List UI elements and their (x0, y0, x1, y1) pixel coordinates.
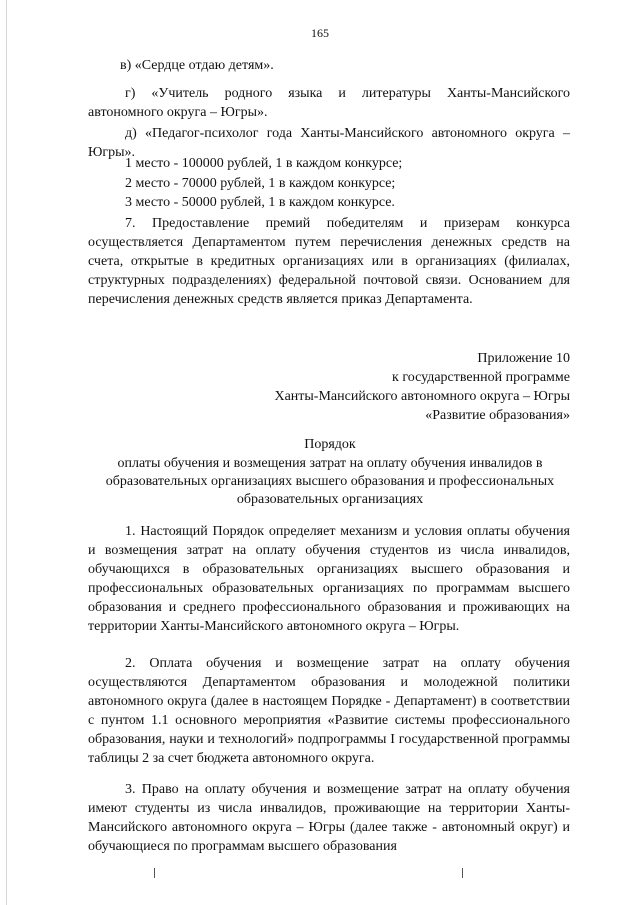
appendix-line-2: к государственной программе (392, 370, 570, 385)
item-g: г) «Учитель родного языка и литературы Ханты-Мансийского автономного округа – Югры». (88, 86, 570, 120)
appendix-line-4: «Развитие образования» (425, 408, 570, 423)
page-number: 165 (311, 26, 329, 40)
item-d: д) «Педагог-психолог года Ханты-Мансийского автономного округа – Югры». (88, 126, 570, 160)
title-line-4: образовательных организациях (236, 492, 424, 507)
title-line-1: Порядок (304, 437, 356, 452)
prize-place-2: 2 место - 70000 рублей, 1 в каждом конкурсе; (125, 176, 396, 191)
scan-mark-left (154, 868, 155, 878)
scan-mark-right (462, 868, 463, 878)
section-2: 2. Оплата обучения и возмещение затрат на оплату обучения осуществляются Департаментом образования и молодежной политики автономного округа (далее в настоящем Порядке - Департамент) в соответствии с пунтом 1.1 основного мероприятия «Развитие системы профессионального образования, науки и технологий» подпрограммы I государственной программы таблицы 2 за счет бюджета автономного округа. (88, 656, 570, 766)
paragraph-7: 7. Предоставление премий победителям и призерам конкурса осуществляется Департаментом путем перечисления денежных средств на счета, открытые в кредитных организациях или в организациях (филиалах, структурных подразделениях) федеральной почтовой связи. Основанием для перечисления денежных средств является приказ Департамента. (88, 216, 570, 307)
appendix-line-3: Ханты-Мансийского автономного округа – Югры (274, 389, 570, 404)
title-line-3: образовательных организациях высшего образования и профессиональных (105, 474, 555, 489)
scan-edge (6, 0, 7, 905)
prize-place-1: 1 место - 100000 рублей, 1 в каждом конкурсе; (125, 156, 403, 171)
item-v: в) «Сердце отдаю детям». (120, 58, 274, 73)
prize-place-3: 3 место - 50000 рублей, 1 в каждом конкурсе. (125, 195, 395, 210)
section-3: 3. Право на оплату обучения и возмещение затрат на оплату обучения имеют студенты из числа инвалидов, проживающие на территории Ханты-Мансийского автономного округа – Югры (далее также - автономный округ) и обучающиеся по программам высшего образования (88, 782, 570, 854)
title-line-2: оплаты обучения и возмещения затрат на оплату обучения инвалидов в (117, 456, 543, 471)
appendix-line-1: Приложение 10 (477, 351, 570, 366)
section-1: 1. Настоящий Порядок определяет механизм и условия оплаты обучения и возмещения затрат на оплату обучения студентов из числа инвалидов, обучающихся в образовательных организациях высшего образования и профессиональных образовательных организациях по программам высшего образования и среднего профессионального образования и проживающих на территории Ханты-Мансийского автономного округа – Югры. (88, 524, 570, 634)
